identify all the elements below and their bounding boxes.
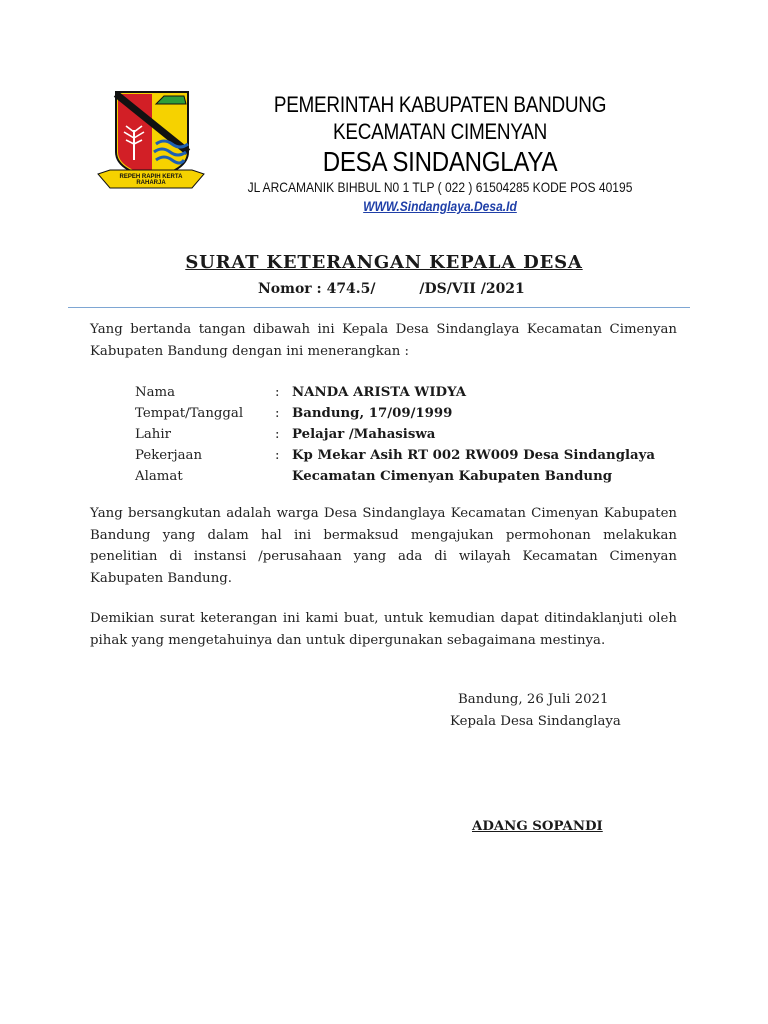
field-separator: : xyxy=(275,427,280,442)
letter-number: Nomor : 474.5/ /DS/VII /2021 xyxy=(258,281,525,297)
intro-paragraph: Yang bertanda tangan dibawah ini Kepala Desa Sindanglaya Kecamatan Cimenyan Kabupaten Bandung dengan ini menerangkan : xyxy=(90,322,677,359)
signer-name: ADANG SOPANDI xyxy=(472,819,603,834)
header-website-link[interactable]: WWW.Sindanglaya.Desa.Id xyxy=(363,198,517,214)
field-value: Kp Mekar Asih RT 002 RW009 Desa Sindanglaya xyxy=(292,448,656,463)
field-value: Pelajar /Mahasiswa xyxy=(292,427,436,442)
signer-title: Kepala Desa Sindanglaya xyxy=(450,714,621,729)
logo-motto: REPEH RAPIH KERTA RAHARJA xyxy=(119,174,183,186)
field-row-alamat xyxy=(135,466,695,487)
field-separator: : xyxy=(275,448,280,463)
divider xyxy=(68,307,690,308)
field-value: Kecamatan Cimenyan Kabupaten Bandung xyxy=(292,469,613,484)
body-paragraph: Yang bersangkutan adalah warga Desa Sindanglaya Kecamatan Cimenyan Kabupaten Bandung yang dalam hal ini bermaksud mengajukan permohonan melakukan penelitian di instansi /perusahaan yang ada di wilayah Kecamatan Cimenyan Kabupaten Bandung. xyxy=(90,506,677,586)
letter-title-text: SURAT KETERANGAN KEPALA DESA xyxy=(185,252,583,273)
header-village: DESA SINDANGLAYA xyxy=(322,146,558,177)
field-separator: : xyxy=(275,385,280,400)
header-district: KECAMATAN CIMENYAN xyxy=(332,119,548,144)
letter-title xyxy=(0,252,768,273)
field-label: Alamat xyxy=(135,469,183,484)
field-row-tempat-tanggal xyxy=(135,403,695,424)
field-value: NANDA ARISTA WIDYA xyxy=(292,385,467,400)
field-row-lahir xyxy=(135,424,695,445)
closing-paragraph: Demikian surat keterangan ini kami buat, untuk kemudian dapat ditindaklanjuti oleh pihak yang mengetahuinya dan untuk dipergunakan sebagaimana mestinya. xyxy=(90,611,677,648)
header-government: PEMERINTAH KABUPATEN BANDUNG xyxy=(273,92,607,117)
field-row-pekerjaan xyxy=(135,445,695,466)
field-label: Pekerjaan xyxy=(135,448,203,463)
field-value: Bandung, 17/09/1999 xyxy=(292,406,453,421)
field-label: Tempat/Tanggal xyxy=(135,406,244,421)
village-emblem-logo xyxy=(96,90,206,194)
field-label: Nama xyxy=(135,385,176,400)
field-row-nama xyxy=(135,382,695,403)
field-label: Lahir xyxy=(135,427,171,442)
field-separator: : xyxy=(275,406,280,421)
header-address: JL ARCAMANIK BIHBUL N0 1 TLP ( 022 ) 61504285 KODE POS 40195 xyxy=(247,179,633,195)
place-date: Bandung, 26 Juli 2021 xyxy=(458,692,609,707)
